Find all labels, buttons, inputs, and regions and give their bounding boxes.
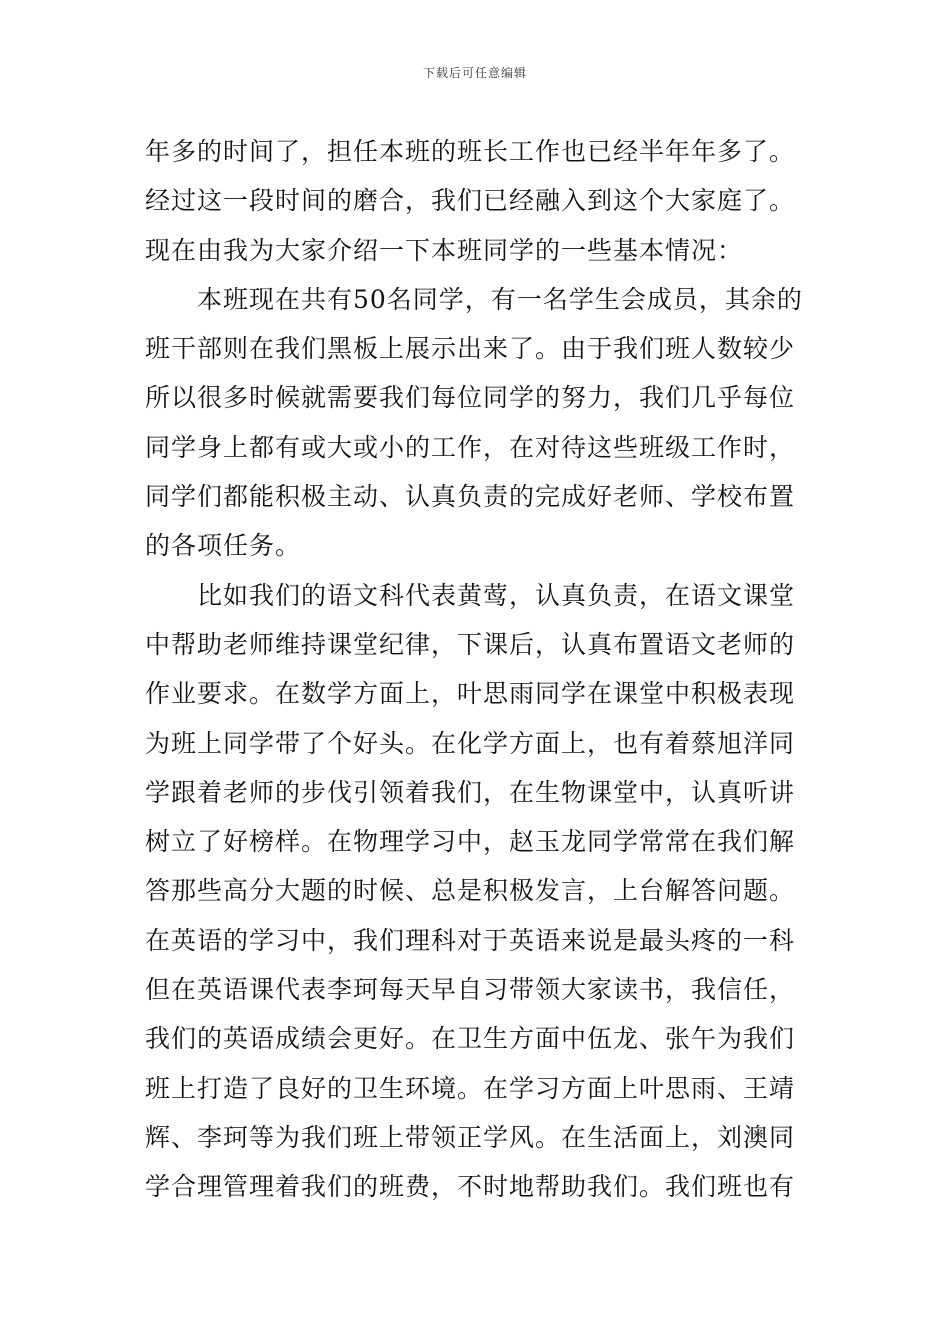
text-line: 答那些高分大题的时候、总是积极发言，上台解答问题。 [145,876,796,906]
text-line: 中帮助老师维持课堂纪律，下课后，认真布置语文老师的 [145,629,796,659]
text-line: 本班现在共有50名同学，有一名学生会成员，其余的 [197,284,803,314]
text-line: 年多的时间了，担任本班的班长工作也已经半年年多了。 [145,137,796,166]
text-line: 学跟着老师的步伐引领着我们，在生物课堂中，认真听讲 [145,777,796,807]
page-header: 下载后可任意编辑 [422,66,527,80]
text-line: 在英语的学习中，我们理科对于英语来说是最头疼的一科 [145,925,796,955]
text-line: 比如我们的语文科代表黄莺，认真负责，在语文课堂 [197,580,796,610]
text-line: 的各项任务。 [145,531,302,561]
text-line: 经过这一段时间的磨合，我们已经融入到这个大家庭了。 [145,186,796,216]
text-line: 同学身上都有或大或小的工作，在对待这些班级工作时， [145,432,796,462]
text-line: 辉、李珂等为我们班上带领正学风。在生活面上，刘澳同 [145,1122,796,1152]
paragraph-2 [145,275,810,571]
paragraph-3 [145,571,810,1212]
text-line: 为班上同学带了个好头。在化学方面上，也有着蔡旭洋同 [145,728,796,758]
text-line: 我们的英语成绩会更好。在卫生方面中伍龙、张午为我们 [145,1024,796,1054]
text-line: 树立了好榜样。在物理学习中，赵玉龙同学常常在我们解 [145,827,796,857]
text-line: 现在由我为大家介绍一下本班同学的一些基本情况： [145,235,744,265]
text-line: 学合理管理着我们的班费，不时地帮助我们。我们班也有 [145,1172,796,1202]
text-line: 作业要求。在数学方面上，叶思雨同学在课堂中积极表现 [145,679,796,709]
text-line: 同学们都能积极主动、认真负责的完成好老师、学校布置 [145,482,796,512]
text-line: 班上打造了良好的卫生环境。在学习方面上叶思雨、王靖 [145,1073,796,1103]
text-line: 但在英语课代表李珂每天早自习带领大家读书，我信任， [145,975,796,1005]
text-line: 所以很多时候就需要我们每位同学的努力，我们几乎每位 [145,383,796,413]
paragraph-1 [145,127,810,275]
text-line: 班干部则在我们黑板上展示出来了。由于我们班人数较少 [145,334,796,364]
document-body [145,127,810,1212]
